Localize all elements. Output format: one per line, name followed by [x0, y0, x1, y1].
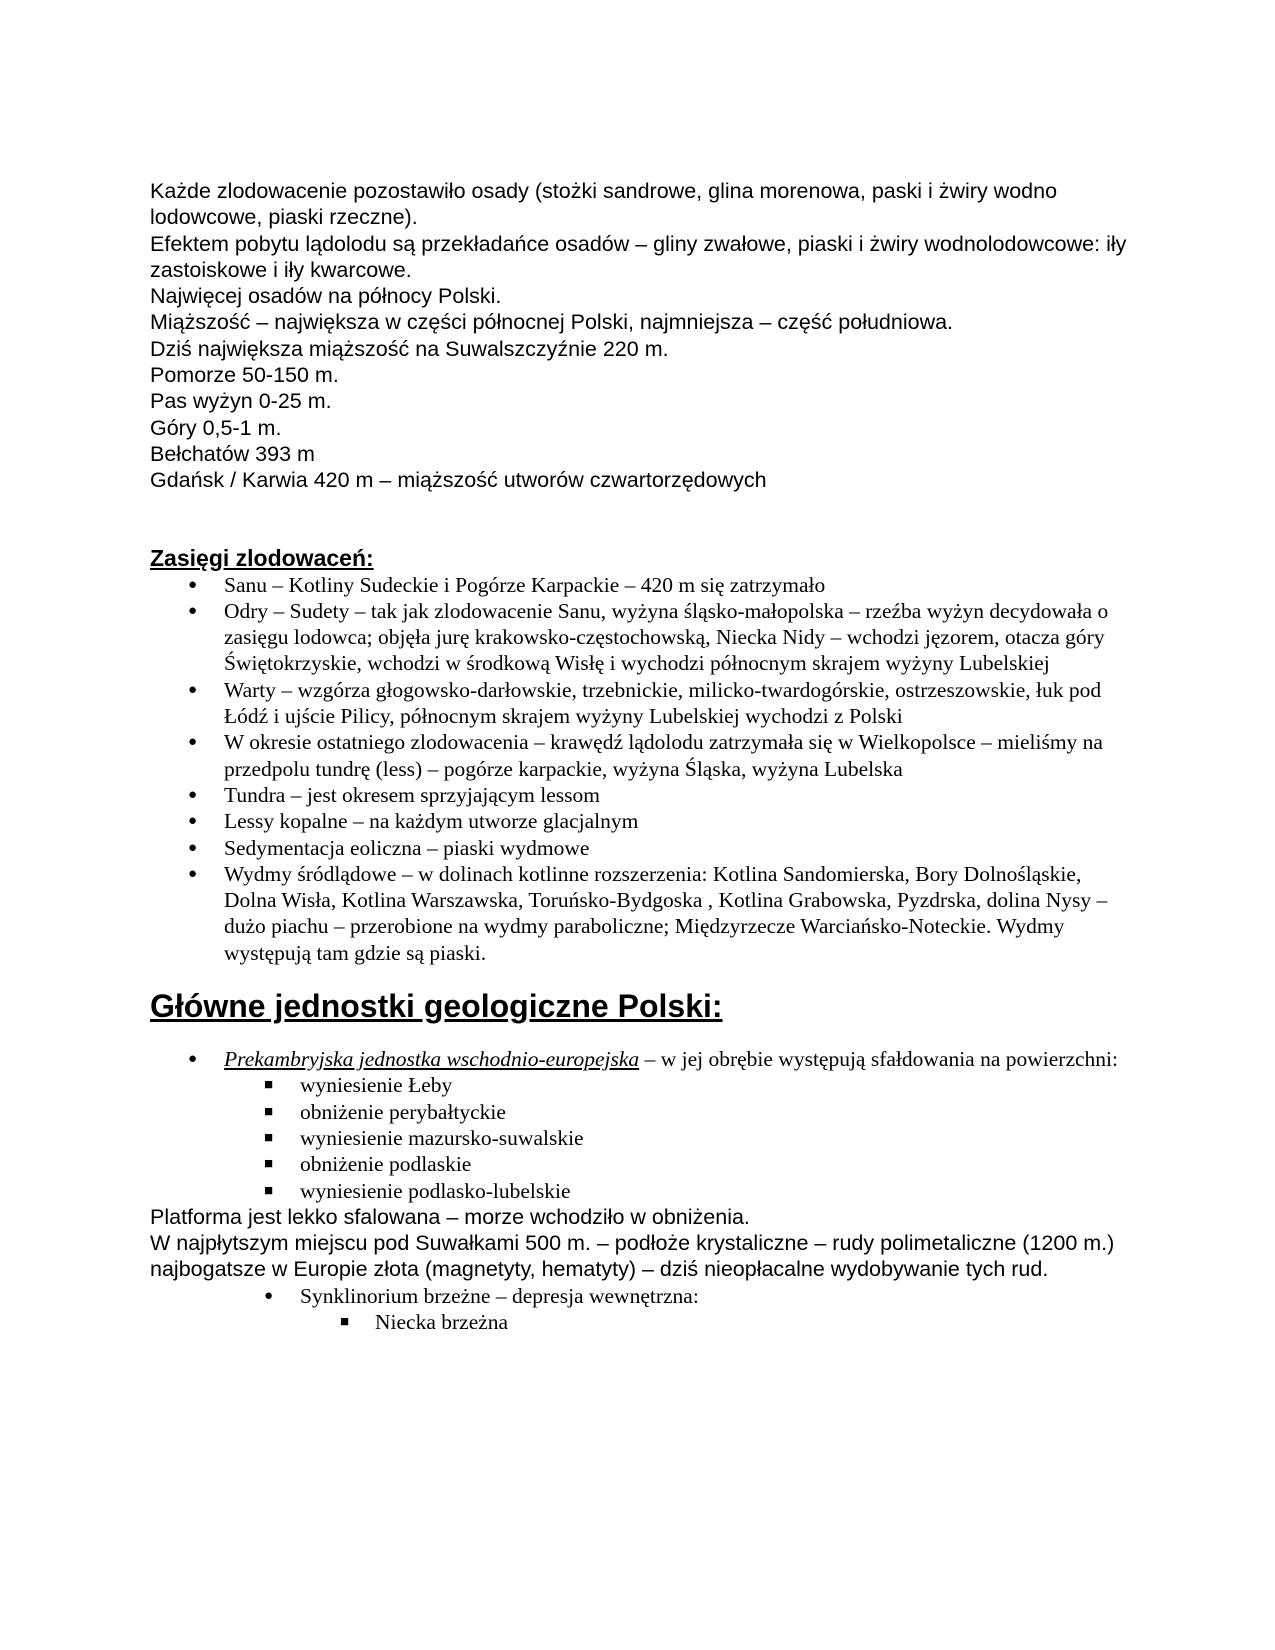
intro-line: Każde zlodowacenie pozostawiło osady (stożki sandrowe, glina morenowa, paski i żwiry wodno lodowcowe, piaski rzeczne).: [150, 179, 1058, 230]
glaciation-list: [150, 572, 1130, 966]
main-heading-geological-units: Główne jednostki geologiczne Polski:: [150, 988, 723, 1025]
intro-line: Bełchatów 393 m: [150, 441, 315, 466]
list-item: ● Lessy kopalne – na każdym utworze glacjalnym: [150, 808, 1130, 834]
sublist-item: ■ wyniesienie mazursko-suwalskie: [150, 1125, 1130, 1151]
platform-paragraphs: [150, 1204, 1130, 1283]
intro-line: Dziś największa miąższość na Suwalszczyźnie 220 m.: [150, 336, 669, 361]
intro-line: Gdańsk / Karwia 420 m – miąższość utworów czwartorzędowych: [150, 468, 767, 493]
list-item: ● Odry – Sudety – tak jak zlodowacenie Sanu, wyżyna śląsko-małopolska – rzeźba wyżyn decydowała o zasięgu lodowca; objęła jurę krakowsko-częstochowską, Niecka Nidy – wchodzi jęzorem, otacza góry Świętokrzyskie, wchodzi w środkową Wisłę i wychodzi północnym skrajem wyżyny Lubelskiej: [150, 598, 1130, 677]
intro-line: Pomorze 50-150 m.: [150, 363, 339, 388]
intro-line: Najwięcej osadów na północy Polski.: [150, 284, 502, 309]
intro-line: Efektem pobytu lądolodu są przekładańce osadów – gliny zwałowe, piaski i żwiry wodnolodowcowe: iły zastoiskowe i iły kwarcowe.: [150, 231, 1127, 282]
list-item: ● Tundra – jest okresem sprzyjającym lessom: [150, 782, 1130, 808]
list-item: ● Synklinorium brzeżne – depresja wewnętrzna:: [150, 1283, 1130, 1309]
section-heading-glaciation-ranges: Zasięgi zlodowaceń:: [150, 544, 374, 571]
unit-link[interactable]: Prekambryjska jednostka wschodnio-europejska: [224, 1047, 640, 1072]
intro-block: [150, 178, 1130, 494]
list-item: ● Sanu – Kotliny Sudeckie i Pogórze Karpackie – 420 m się zatrzymało: [150, 572, 1130, 598]
list-item: ● Sedymentacja eoliczna – piaski wydmowe: [150, 835, 1130, 861]
sublist-item: ■ wyniesienie Łeby: [150, 1072, 1130, 1098]
sublist-item: ■ obniżenie perybałtyckie: [150, 1099, 1130, 1125]
synclinorium-list: [150, 1283, 1130, 1309]
paragraph: W najpłytszym miejscu pod Suwałkami 500 m. – podłoże krystaliczne – rudy polimetaliczne (1200 m.) najbogatsze w Europie złota (magnetyty, hematyty) – dziś nieopłacalne wydobywanie tych rud.: [150, 1231, 1115, 1282]
paragraph: Platforma jest lekko sfalowana – morze wchodziło w obniżenia.: [150, 1204, 750, 1229]
list-item: [150, 1046, 1130, 1072]
synclinorium-sublist: [150, 1309, 1130, 1335]
unit-description: – w jej obrębie występują sfałdowania na powierzchni:: [639, 1047, 1119, 1072]
intro-line: Góry 0,5-1 m.: [150, 415, 282, 440]
document-page: [150, 178, 1130, 1335]
list-item: ● W okresie ostatniego zlodowacenia – krawędź lądolodu zatrzymała się w Wielkopolsce – mieliśmy na przedpolu tundrę (less) – pogórze karpackie, wyżyna Śląska, wyżyna Lubelska: [150, 729, 1130, 782]
sublist-item: ■ Niecka brzeżna: [150, 1309, 1130, 1335]
list-item: ● Wydmy śródlądowe – w dolinach kotlinne rozszerzenia: Kotlina Sandomierska, Bory Dolnośląskie, Dolna Wisła, Kotlina Warszawska, Toruńsko-Bydgoska , Kotlina Grabowska, Pyzdrska, dolina Nysy – dużo piachu – przerobione na wydmy paraboliczne; Międzyrzecze Warciańsko-Noteckie. Wydmy występują tam gdzie są piaski.: [150, 861, 1130, 966]
unit-sublist: [150, 1072, 1130, 1203]
sublist-item: ■ obniżenie podlaskie: [150, 1151, 1130, 1177]
sublist-item: ■ wyniesienie podlasko-lubelskie: [150, 1178, 1130, 1204]
intro-line: Pas wyżyn 0-25 m.: [150, 389, 332, 414]
intro-line: Miąższość – największa w części północnej Polski, najmniejsza – część południowa.: [150, 310, 954, 335]
list-item: ● Warty – wzgórza głogowsko-darłowskie, trzebnickie, milicko-twardogórskie, ostrzeszowskie, łuk pod Łódź i ujście Pilicy, północnym skrajem wyżyny Lubelskiej wychodzi z Polski: [150, 677, 1130, 730]
geological-units-list: [150, 1046, 1130, 1072]
